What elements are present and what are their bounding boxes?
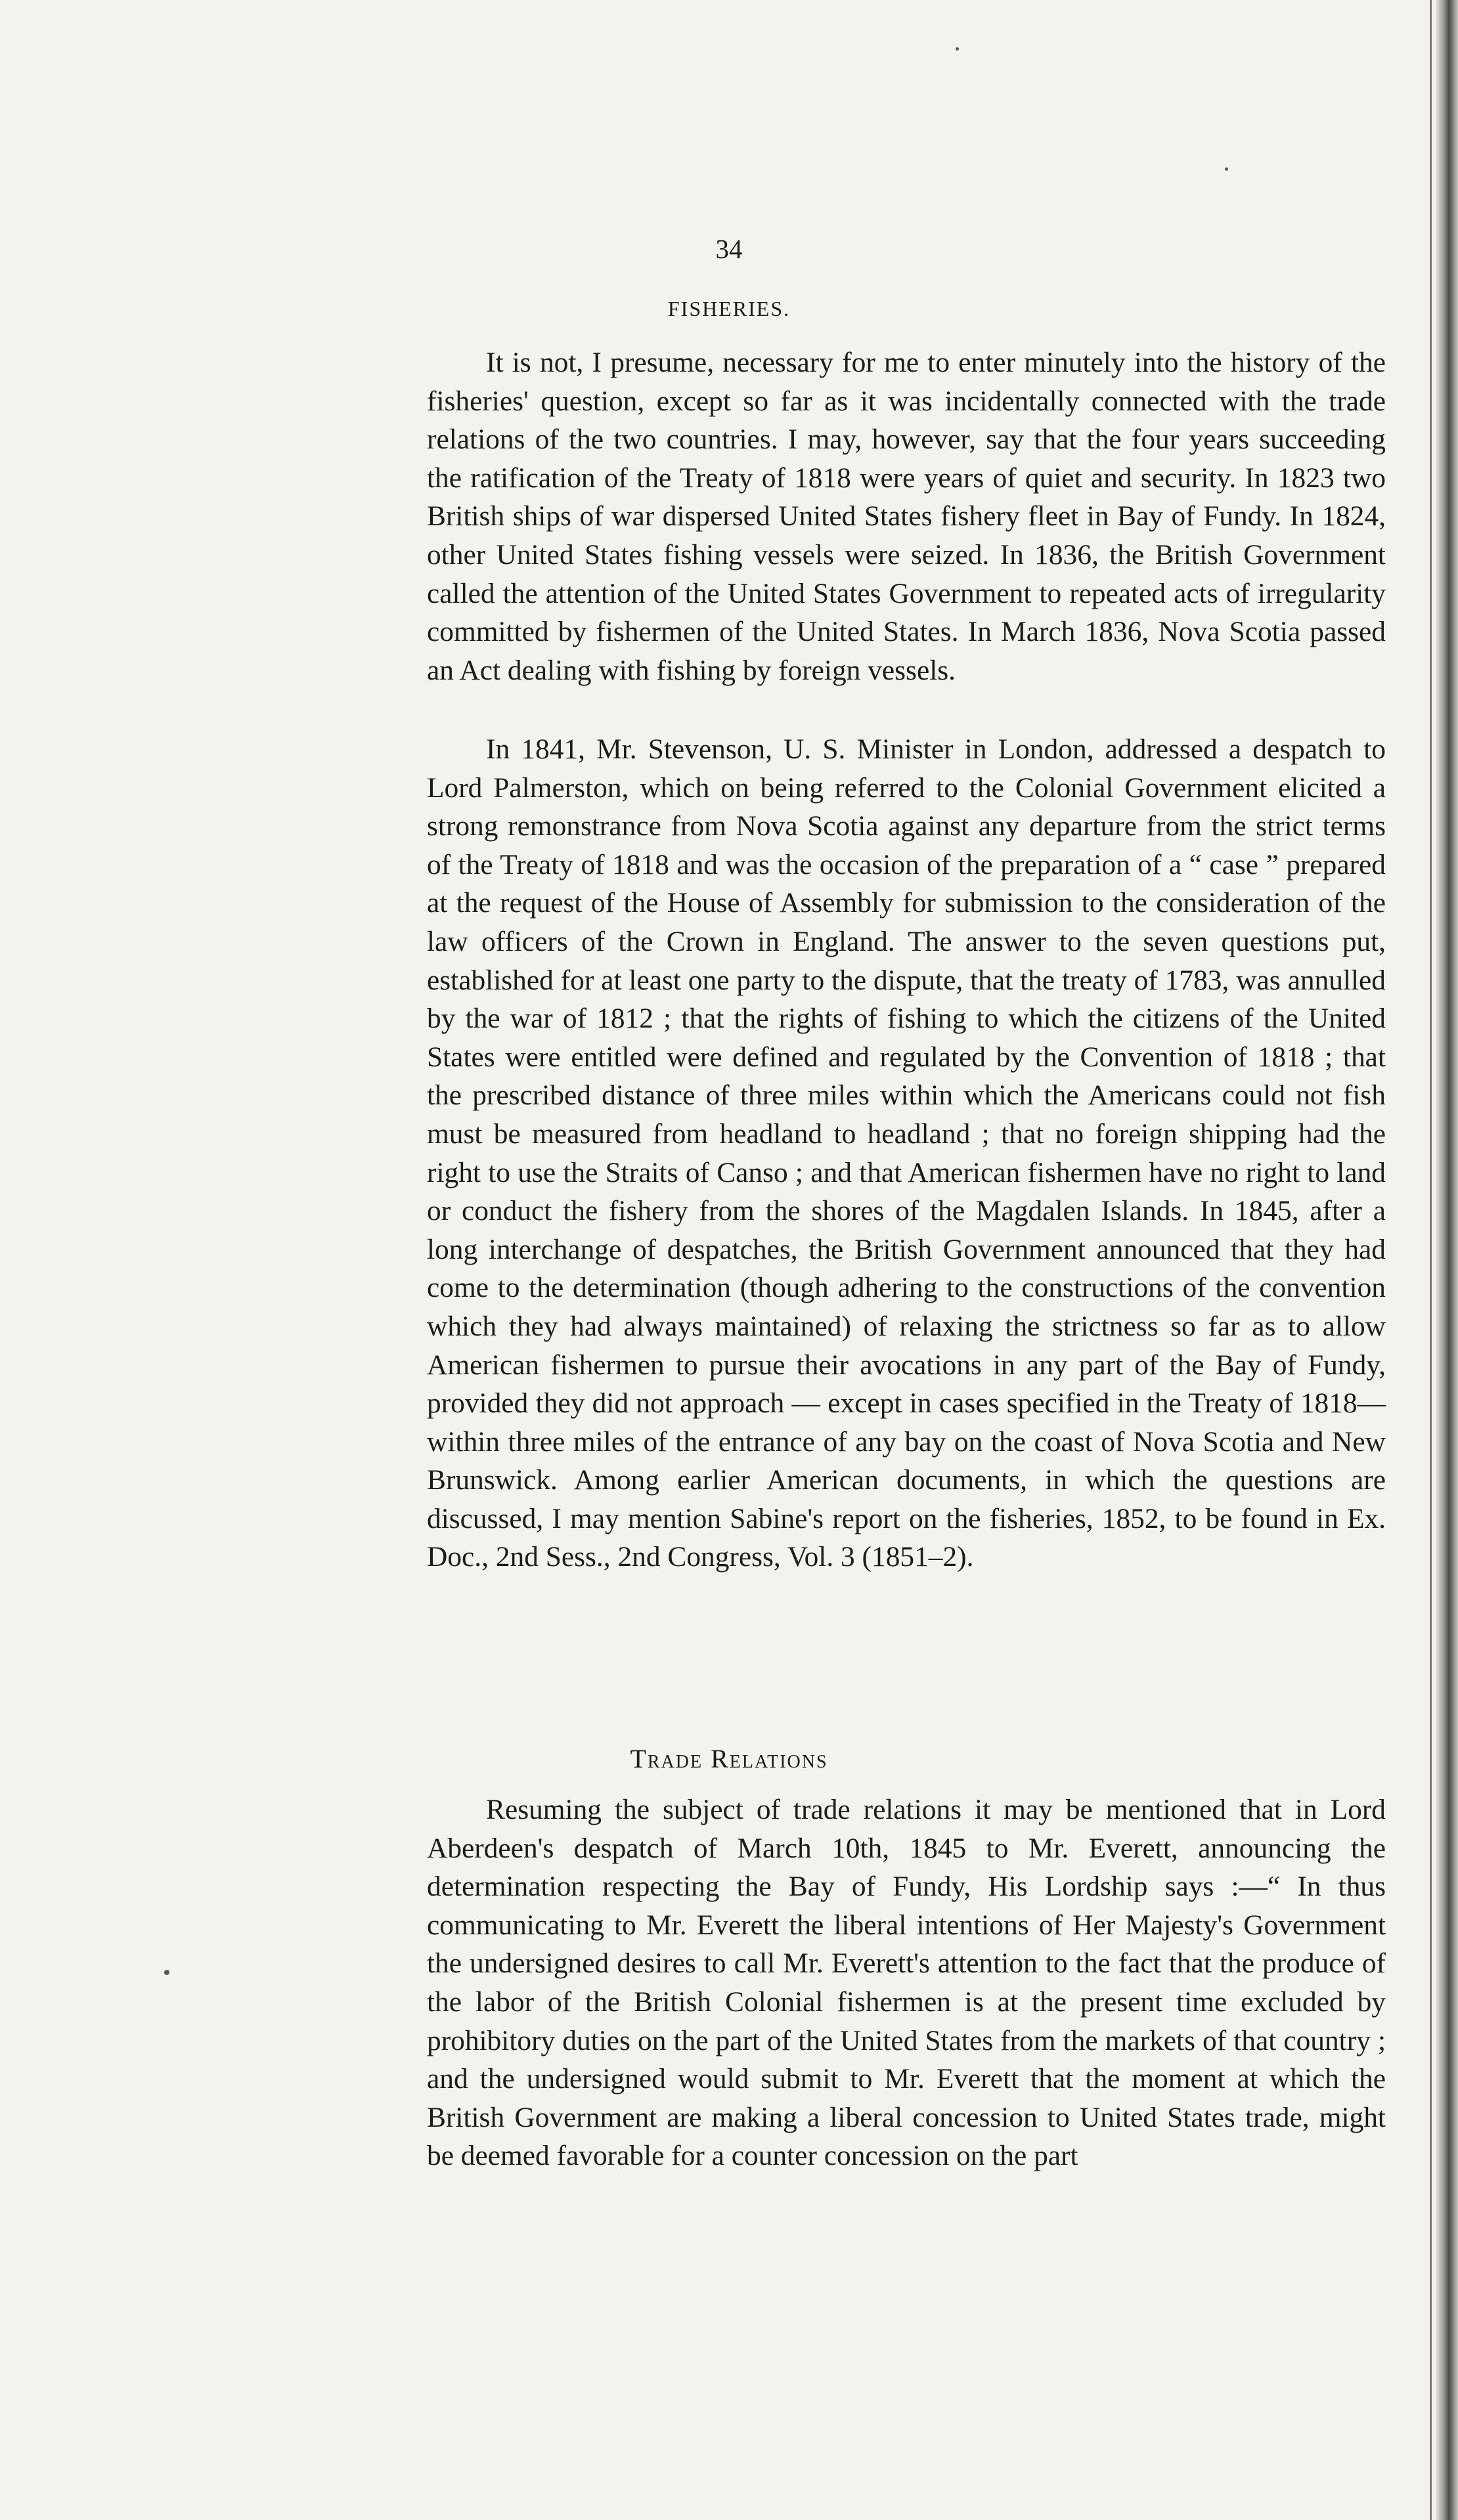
paper-speck bbox=[1225, 167, 1228, 171]
trade-relations-paragraph-1: Resuming the subject of trade relations it may be mentioned that in Lord Aberdeen's despatch of March 10th, 1845 to Mr. Everett, announcing the determination respecting the Bay of Fundy, His Lordship says :—“ In thus communicating to Mr. Everett the liberal intentions of Her Majesty's Government the undersigned desires to call Mr. Everett's attention to the fact that the produce of the labor of the British Colonial fishermen is at the present time excluded by prohibitory duties on the part of the United States from the markets of that country ; and the undersigned would submit to Mr. Everett that the moment at which the British Government are making a liberal concession to United States trade, might be deemed favorable for a counter concession on the part bbox=[427, 1794, 1386, 2172]
page-binding-edge bbox=[1436, 0, 1458, 2520]
page-binding-line bbox=[1430, 0, 1432, 2520]
page-number: 34 bbox=[715, 234, 743, 264]
fisheries-paragraph-2: In 1841, Mr. Stevenson, U. S. Minister in London, addressed a despatch to Lord Palmerston, which on being referred to the Colonial Government elicited a strong remonstrance from Nova Scotia against any departure from the strict terms of the Treaty of 1818 and was the occasion of the preparation of a “ case ” prepared at the request of the House of Assembly for submission to the consideration of the law officers of the Crown in England. The answer to the seven questions put, established for at least one party to the dispute, that the treaty of 1783, was annulled by the war of 1812 ; that the rights of fishing to which the citizens of the United States were entitled were defined and regulated by the Convention of 1818 ; that the prescribed distance of three miles within which the Americans could not fish must be measured from headland to headland ; that no foreign shipping had the right to use the Straits of Canso ; and that American fishermen have no right to land or conduct the fishery from the shores of the Magdalen Islands. In 1845, after a long interchange of despatches, the British Government announced that they had come to the determination (though adhering to the constructions of the convention which they had always maintained) of relaxing the strictness so far as to allow American fishermen to pursue their avocations in any part of the Bay of Fundy, provided they did not approach — except in cases specified in the Treaty of 1818—within three miles of the entrance of any bay on the coast of Nova Scotia and New Brunswick. Among earlier American documents, in which the questions are discussed, I may mention Sabine's report on the fisheries, 1852, to be found in Ex. Doc., 2nd Sess., 2nd Congress, Vol. 3 (1851–2). bbox=[427, 733, 1386, 1573]
paper-speck bbox=[956, 47, 959, 51]
paper-speck bbox=[164, 1970, 169, 1975]
fisheries-heading: FISHERIES. bbox=[667, 297, 791, 320]
trade-relations-heading: Trade Relations bbox=[630, 1744, 828, 1773]
fisheries-paragraph-1: It is not, I presume, necessary for me to enter minutely into the history of the fisheries' question, except so far as it was incidentally connected with the trade relations of the two countries. I may, however, say that the four years succeeding the ratification of the Treaty of 1818 were years of quiet and security. In 1823 two British ships of war dispersed United States fishery fleet in Bay of Fundy. In 1824, other United States fishing vessels were seized. In 1836, the British Government called the attention of the United States Government to repeated acts of irregularity committed by fishermen of the United States. In March 1836, Nova Scotia passed an Act dealing with fishing by foreign vessels. bbox=[427, 347, 1386, 686]
